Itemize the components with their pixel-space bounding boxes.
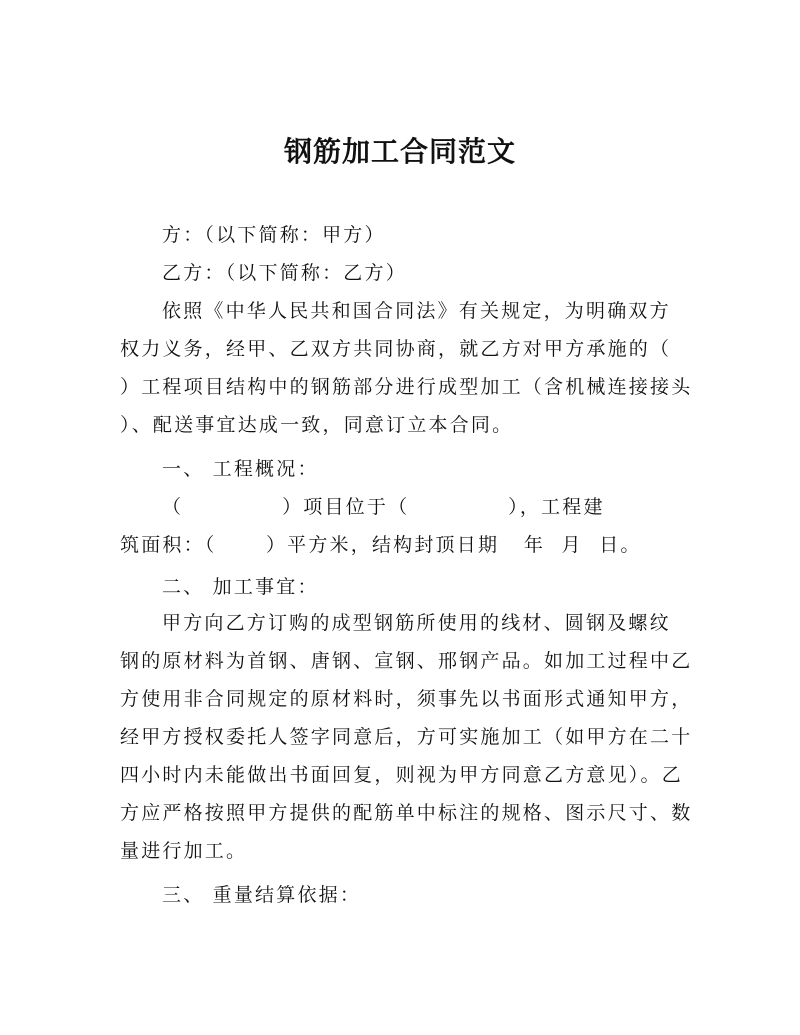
- processing-line-6: 方应严格按照甲方提供的配筋单中标注的规格、图示尺寸、数: [120, 802, 693, 824]
- party-b-line: 乙方：（以下简称：乙方）: [162, 262, 407, 284]
- party-a-line: 方：（以下简称：甲方）: [162, 224, 386, 246]
- processing-line-3: 方使用非合同规定的原材料时，须事先以书面形式通知甲方，: [120, 688, 693, 710]
- building-area-line: 筑面积：（ ）平方米，结构封顶日期 年 月 日。: [120, 534, 642, 556]
- processing-line-1: 甲方向乙方订购的成型钢筋所使用的线材、圆钢及螺纹: [162, 612, 671, 634]
- processing-line-7: 量进行加工。: [120, 840, 248, 862]
- preamble-line-4: ）、配送事宜达成一致，同意订立本合同。: [120, 414, 514, 436]
- project-location-line: （ ）项目位于（ ），工程建: [162, 496, 605, 518]
- processing-line-4: 经甲方授权委托人签字同意后，方可实施加工（如甲方在二十: [120, 726, 693, 748]
- preamble-line-1: 依照《中华人民共和国合同法》有关规定，为明确双方: [162, 300, 671, 322]
- preamble-line-3: ）工程项目结构中的钢筋部分进行成型加工（含机械连接接头: [120, 376, 693, 398]
- processing-line-5: 四小时内未能做出书面回复，则视为甲方同意乙方意见）。乙: [120, 764, 683, 786]
- processing-line-2: 钢的原材料为首钢、唐钢、宣钢、邢钢产品。如加工过程中乙: [120, 650, 693, 672]
- preamble-line-2: 权力义务，经甲、乙双方共同协商，就乙方对甲方承施的（: [120, 338, 672, 360]
- section-heading-2: 二、 加工事宜：: [162, 576, 319, 598]
- section-heading-3: 三、 重量结算依据：: [162, 884, 362, 906]
- document-title: 钢筋加工合同范文: [283, 135, 516, 168]
- section-heading-1: 一、 工程概况：: [162, 458, 319, 480]
